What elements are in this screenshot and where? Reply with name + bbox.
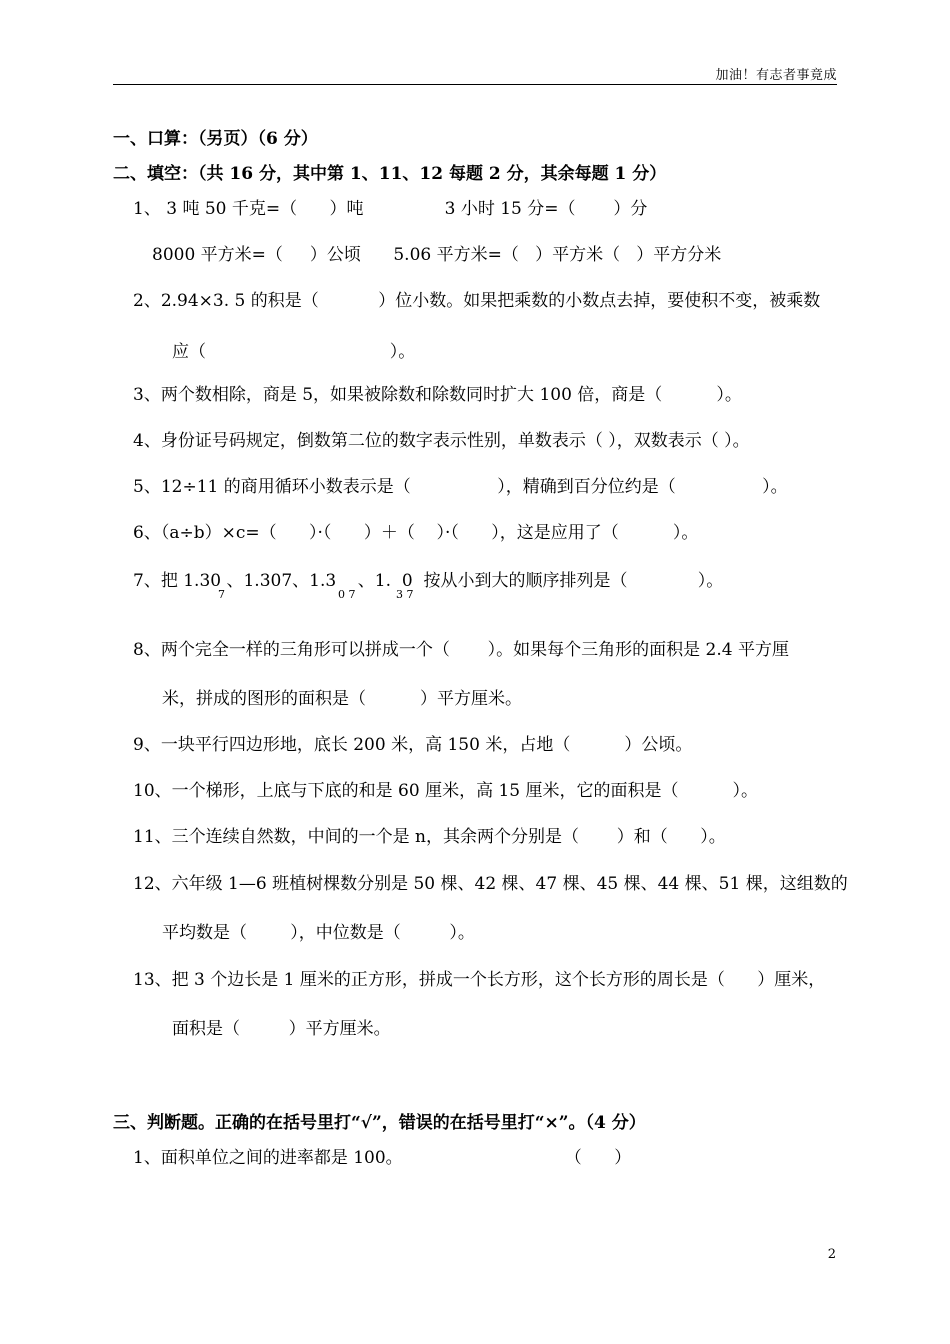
question-11: 11、三个连续自然数，中间的一个是 n，其余两个分别是（ ）和（ ）。 — [133, 827, 726, 847]
repeating-digit-mark: 0 7 — [338, 588, 356, 601]
question-4: 4、身份证号码规定，倒数第二位的数字表示性别，单数表示（ ），双数表示（ ）。 — [133, 431, 750, 451]
question-3: 3、两个数相除，商是 5，如果被除数和除数同时扩大 100 倍，商是（ ）。 — [133, 385, 742, 405]
question-9: 9、一块平行四边形地，底长 200 米，高 150 米，占地（ ）公顷。 — [133, 735, 693, 755]
question-5: 5、12÷11 的商用循环小数表示是（ ），精确到百分位约是（ ）。 — [133, 477, 788, 497]
judgment-question-1: 1、面积单位之间的进率都是 100。 （ ） — [133, 1148, 632, 1168]
question-2-line-2: 应（ ）。 — [172, 342, 416, 362]
question-10: 10、一个梯形，上底与下底的和是 60 厘米，高 15 厘米，它的面积是（ ）。 — [133, 781, 759, 801]
question-8-line-1: 8、两个完全一样的三角形可以拼成一个（ ）。如果每个三角形的面积是 2.4 平方厘 — [133, 640, 789, 660]
section-2-title: 二、填空：（共 16 分，其中第 1、11、12 每题 2 分，其余每题 1 分） — [113, 164, 667, 184]
question-13-line-2: 面积是（ ）平方厘米。 — [172, 1019, 391, 1039]
repeating-digit-mark: 7 — [218, 588, 225, 601]
page-header-motto: 加油！有志者事竟成 — [715, 68, 837, 83]
repeating-digit-mark: 3 7 — [396, 588, 414, 601]
question-8-line-2: 米，拼成的图形的面积是（ ）平方厘米。 — [162, 689, 523, 709]
question-1-line-1: 1、 3 吨 50 千克=（ ）吨 3 小时 15 分=（ ）分 — [133, 199, 648, 219]
question-6: 6、（a÷b）×c=（ ）·（ ）＋（ ）·（ ），这是应用了（ ）。 — [133, 523, 699, 543]
section-3-title: 三、判断题。正确的在括号里打“√”，错误的在括号里打“×”。（4 分） — [113, 1113, 646, 1133]
question-1-line-2: 8000 平方米=（ ）公顷 5.06 平方米=（ ）平方米（ ）平方分米 — [152, 245, 722, 265]
question-12-line-2: 平均数是（ ），中位数是（ ）。 — [162, 923, 475, 943]
section-1-title: 一、口算：（另页）（6 分） — [113, 129, 318, 149]
question-12-line-1: 12、六年级 1—6 班植树棵数分别是 50 棵、42 棵、47 棵、45 棵、44 棵、51 棵，这组数的 — [133, 874, 848, 894]
page-number: 2 — [827, 1247, 836, 1262]
header-divider — [113, 84, 837, 85]
question-13-line-1: 13、把 3 个边长是 1 厘米的正方形，拼成一个长方形，这个长方形的周长是（ ）厘米， — [133, 970, 826, 990]
question-7: 7、把 1.30 、1.307、1.3 、1. 0 按从小到大的顺序排列是（ ）。 — [133, 571, 724, 591]
question-2-line-1: 2、2.94×3. 5 的积是（ ）位小数。如果把乘数的小数点去掉，要使积不变，被乘数 — [133, 291, 821, 311]
